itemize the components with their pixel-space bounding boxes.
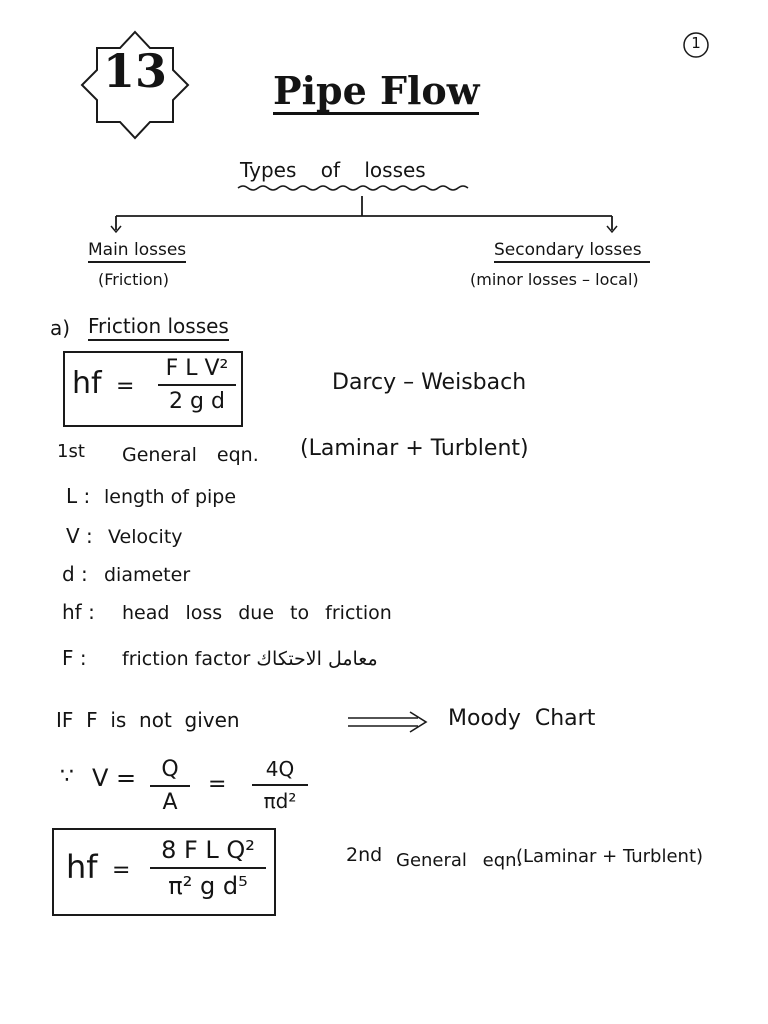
definition-text: Velocity bbox=[108, 526, 183, 548]
general1-text: General eqn. bbox=[122, 444, 259, 466]
eq2-fraction-bar bbox=[150, 867, 266, 869]
velocity-equals: = bbox=[208, 772, 227, 797]
secondary-losses-sub: (minor losses – local) bbox=[470, 270, 639, 289]
definition-text: diameter bbox=[104, 564, 191, 586]
velocity-f1-den: A bbox=[162, 790, 178, 815]
main-losses-label: Main losses bbox=[88, 240, 186, 263]
velocity-f2-num: 4Q bbox=[265, 757, 295, 781]
chapter-number: 13 bbox=[103, 44, 168, 98]
general1-note: (Laminar + Turblent) bbox=[300, 436, 529, 461]
eq1-fraction-bar bbox=[158, 384, 236, 386]
eq1-fraction bbox=[158, 356, 236, 414]
eq2-numerator: 8 F L Q² bbox=[161, 836, 255, 864]
eq2-equals: = bbox=[112, 858, 131, 883]
general2-label: 2nd bbox=[346, 844, 383, 866]
velocity-f2-den: πd² bbox=[263, 789, 297, 813]
definition-symbol: L : bbox=[66, 484, 91, 508]
section-a-prefix: a) bbox=[50, 316, 71, 340]
eq1-lhs: hf bbox=[72, 366, 102, 401]
velocity-fraction-2 bbox=[252, 757, 308, 813]
darcy-weisbach-label: Darcy – Weisbach bbox=[332, 370, 527, 395]
moody-chart-label: Moody Chart bbox=[448, 706, 596, 731]
wavy-underline bbox=[238, 186, 468, 190]
definition-text: head loss due to friction bbox=[122, 602, 392, 624]
definition-symbol: d : bbox=[62, 562, 88, 586]
definition-text: length of pipe bbox=[104, 486, 237, 508]
definition-symbol: V : bbox=[66, 524, 93, 548]
definition-symbol: hf : bbox=[62, 600, 95, 624]
eq1-denominator: 2 g d bbox=[169, 389, 225, 414]
velocity-f1-bar bbox=[150, 785, 190, 787]
because-symbol: ∵ bbox=[60, 764, 74, 789]
definition-symbol: F : bbox=[62, 646, 87, 670]
velocity-lhs: V = bbox=[92, 764, 137, 792]
eq2-fraction bbox=[150, 836, 266, 900]
eq2-lhs: hf bbox=[66, 848, 98, 886]
general2-text: General eqn. bbox=[396, 850, 523, 871]
eq1-equals: = bbox=[116, 374, 135, 399]
velocity-f2-bar bbox=[252, 784, 308, 786]
page-number: 1 bbox=[691, 34, 701, 52]
eq2-denominator: π² g d⁵ bbox=[168, 872, 248, 900]
definition-text: friction factor معامل الاحتكاك bbox=[122, 648, 378, 670]
moody-condition: IF F is not given bbox=[56, 708, 240, 732]
section-a-heading: Friction losses bbox=[88, 314, 229, 341]
double-arrow-icon bbox=[348, 712, 426, 732]
velocity-f1-num: Q bbox=[161, 757, 179, 782]
general1-label: 1st bbox=[57, 441, 85, 462]
velocity-fraction-1 bbox=[150, 757, 190, 815]
general2-note: (Laminar + Turblent) bbox=[516, 846, 704, 867]
eq1-numerator: F L V² bbox=[165, 356, 229, 381]
page-title: Pipe Flow bbox=[273, 68, 480, 113]
secondary-losses-label: Secondary losses bbox=[494, 240, 650, 263]
tree-root-label: Types of losses bbox=[240, 158, 426, 182]
main-losses-sub: (Friction) bbox=[98, 270, 169, 289]
